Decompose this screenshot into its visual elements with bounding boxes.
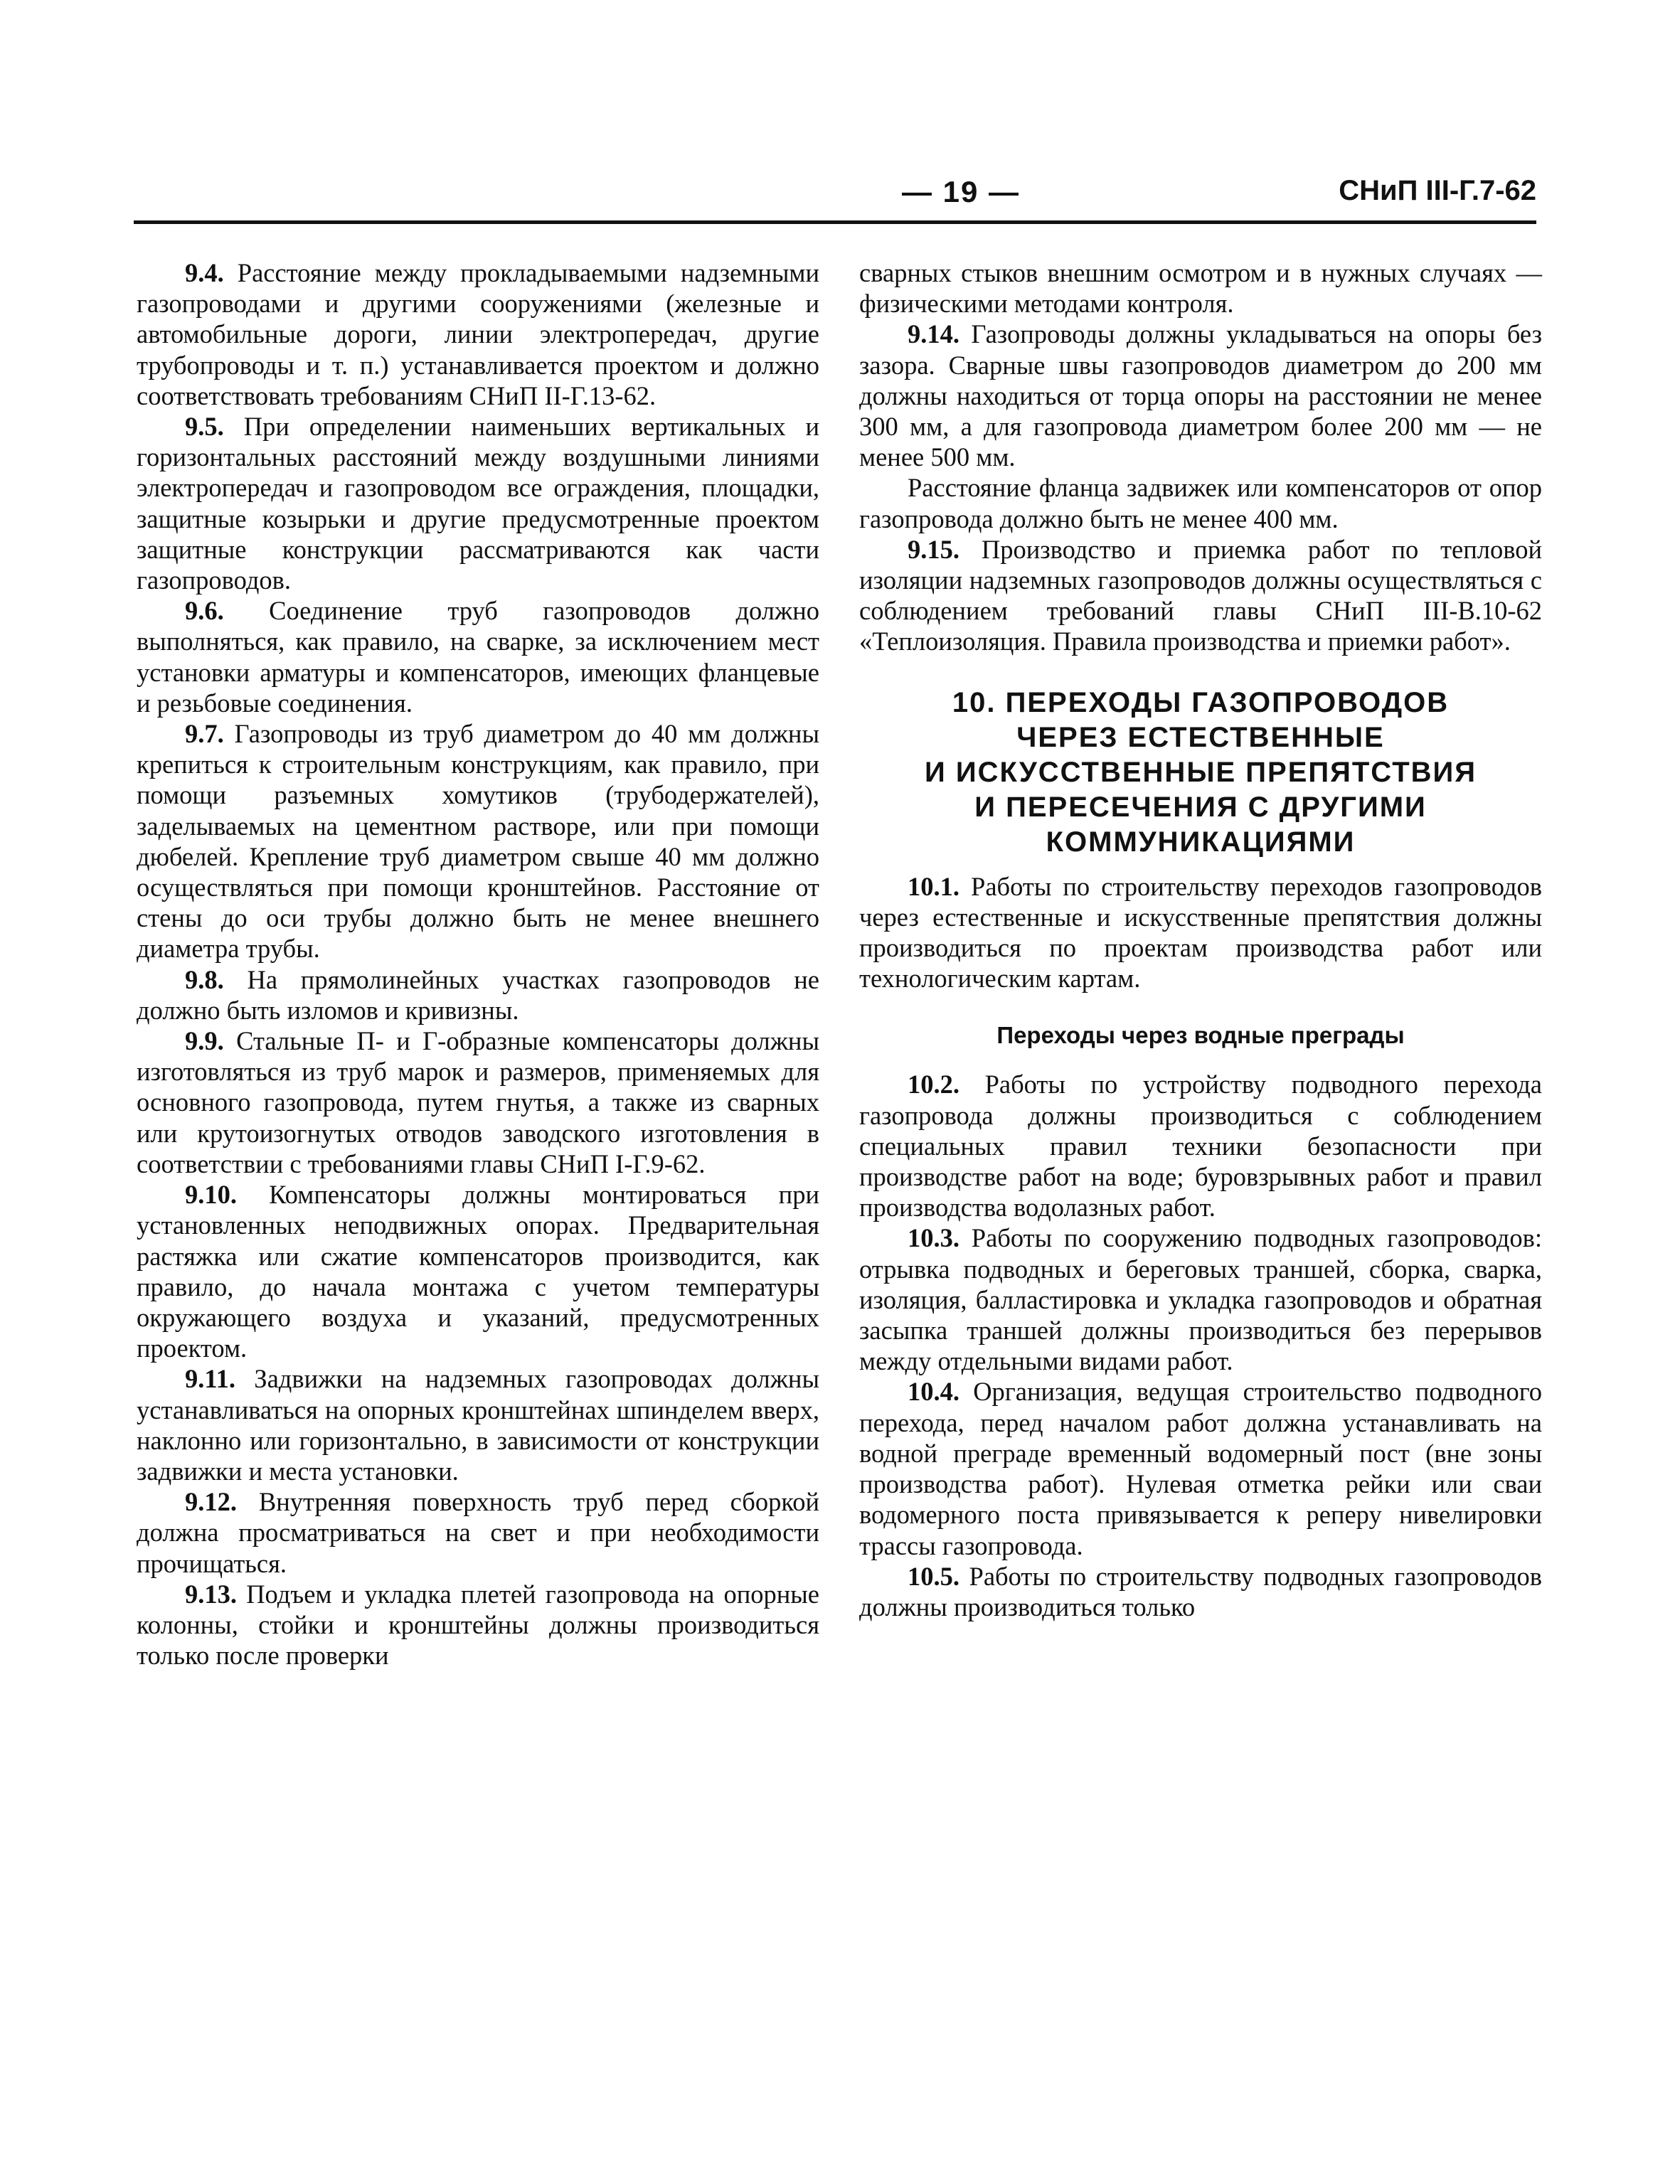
page-header: [134, 169, 1536, 226]
right-column: [859, 257, 1542, 1622]
paragraph-10-2: 10.2. Работы по устройству подводного перехода газопровода должны производиться с соблюдением специальных правил техники безопасности при производстве работ на воде; буровзрывных работ и правил производства водолазных работ.: [859, 1070, 1542, 1222]
paragraph-continuation: сварных стыков внешним осмотром и в нужных случаях — физическими методами контроля.: [859, 258, 1542, 319]
paragraph-10-1: 10.1. Работы по строительству переходов газопроводов через естественные и искусственные препятствия должны производиться по проектам производства работ или технологическим картам.: [859, 871, 1542, 994]
section-title-line: И ПЕРЕСЕЧЕНИЯ С ДРУГИМИ: [974, 791, 1427, 823]
section-title-line: И ИСКУССТВЕННЫЕ ПРЕПЯТСТВИЯ: [924, 756, 1477, 788]
paragraph-9-14: 9.14. Газопроводы должны укладываться на опоры без зазора. Сварные швы газопроводов диаметром до 200 мм должны находиться от торца опоры на расстоянии не менее 300 мм, а для газопровода диаметром более 200 мм — не менее 500 мм.: [859, 319, 1542, 472]
section-title-line: 10. ПЕРЕХОДЫ ГАЗОПРОВОДОВ: [952, 686, 1450, 718]
subheading: Переходы через водные преграды: [996, 1022, 1405, 1049]
paragraph-9-7: 9.7. Газопроводы из труб диаметром до 40 мм должны крепиться к строительным конструкциям, как правило, при помощи разъемных хомутиков (трубодержателей), заделываемых на цементном растворе, или при помощи дюбелей. Крепление труб диаметром свыше 40 мм должно осуществляться при помощи кронштейнов. Расстояние от стены до оси трубы должно быть не менее внешнего диаметра трубы.: [137, 719, 819, 964]
paragraph-9-15: 9.15. Производство и приемка работ по тепловой изоляции надземных газопроводов должны осуществляться с соблюдением требований главы СНиП III-В.10-62 «Теплоизоляция. Правила производства и приемки работ».: [859, 534, 1543, 656]
paragraph-9-12: 9.12. Внутренняя поверхность труб перед сборкой должна просматриваться на свет и при необходимости прочищаться.: [137, 1487, 819, 1578]
header-rule: [134, 220, 1536, 224]
paragraph-9-6: 9.6. Соединение труб газопроводов должно выполняться, как правило, на сварке, за исключением мест установки арматуры и компенсаторов, имеющих фланцевые и резьбовые соединения.: [137, 596, 819, 718]
document-code: СНиП III-Г.7-62: [1339, 175, 1536, 206]
paragraph-9-4: 9.4. Расстояние между прокладываемыми надземными газопроводами и другими сооружениями (железные и автомобильные дороги, линии электропередач, другие трубопроводы и т. п.) устанавливается проектом и должно соответствовать требованиям СНиП II-Г.13-62.: [137, 258, 820, 410]
paragraph-9-13: 9.13. Подъем и укладка плетей газопровода на опорные колонны, стойки и кронштейны должны производиться только после проверки: [137, 1579, 820, 1671]
section-title-line: ЧЕРЕЗ ЕСТЕСТВЕННЫЕ: [1016, 721, 1385, 753]
paragraph-flange-distance: Расстояние фланца задвижек или компенсаторов от опор газопровода должно быть не менее 400 мм.: [859, 473, 1542, 533]
paragraph-9-9: 9.9. Стальные П- и Г-образные компенсаторы должны изготовляться из труб марок и размеров, применяемых для основного газопровода, путем гнутья, а также из сварных или крутоизогнутых отводов заводского изготовления в соответствии с требованиями главы СНиП I-Г.9-62.: [137, 1026, 819, 1178]
page-number: — 19 —: [902, 175, 1021, 208]
left-column: [137, 257, 819, 1671]
section-title: [859, 686, 1542, 860]
section-title-line: КОММУНИКАЦИЯМИ: [1046, 826, 1356, 858]
paragraph-10-5: 10.5. Работы по строительству подводных газопроводов должны производиться только: [859, 1561, 1543, 1621]
paragraph-9-11: 9.11. Задвижки на надземных газопроводах должны устанавливаться на опорных кронштейнах шпинделем вверх, наклонно или горизонтально, в зависимости от конструкции задвижки и места установки.: [137, 1364, 819, 1486]
paragraph-10-4: 10.4. Организация, ведущая строительство подводного перехода, перед началом работ должна устанавливать на водной преграде временный водомерный пост (вне зоны производства работ). Нулевая отметка рейки или сваи водомерного поста привязывается к реперу нивелировки трассы газопровода.: [859, 1377, 1543, 1560]
paragraph-10-3: 10.3. Работы по сооружению подводных газопроводов: отрывка подводных и береговых траншей, сборка, сварка, изоляция, балластировка и укладка газопроводов и обратная засыпка траншей должны производиться без перерывов между отдельными видами работ.: [859, 1223, 1542, 1376]
paragraph-9-10: 9.10. Компенсаторы должны монтироваться при установленных неподвижных опорах. Предварительная растяжка или сжатие компенсаторов производится, как правило, до начала монтажа с учетом температуры окружающего воздуха и указаний, предусмотренных проектом.: [137, 1180, 819, 1363]
paragraph-9-8: 9.8. На прямолинейных участках газопроводов не должно быть изломов и кривизны.: [137, 964, 820, 1025]
paragraph-9-5: 9.5. При определении наименьших вертикальных и горизонтальных расстояний между воздушными линиями электропередач и газопроводом все ограждения, площадки, защитные козырьки и другие предусмотренные проектом защитные конструкции рассматриваются как части газопроводов.: [137, 412, 819, 595]
